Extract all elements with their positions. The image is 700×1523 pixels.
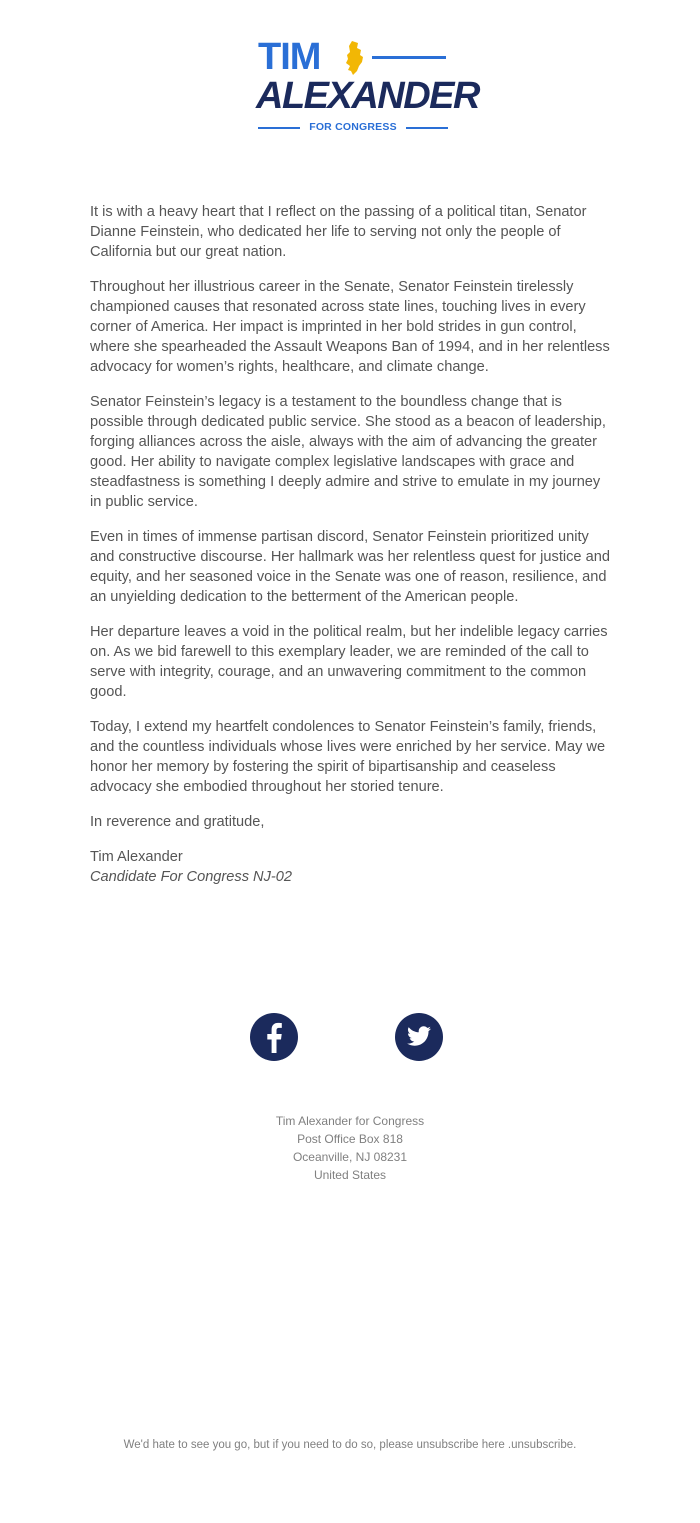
letter-paragraph: It is with a heavy heart that I reflect on the passing of a political titan, Senator Dianne Feinstein, who dedicated her life to serving not only the people of California but our great nation.	[90, 204, 587, 260]
logo-last-name: ALEXANDER	[256, 75, 479, 117]
new-jersey-state-icon	[344, 40, 364, 76]
logo-tagline-rule-right	[406, 127, 448, 129]
logo-rule	[372, 56, 446, 59]
letter-paragraph: Senator Feinstein’s legacy is a testament to the boundless change that is possible through dedicated public service. She stood as a beacon of leadership, forging alliances across the aisle, always with the aim of advancing the greater good. Her ability to navigate complex legislative landscapes with grace and steadfastness is something I deeply admire and strive to emulate in my journey in public service.	[90, 394, 606, 510]
unsubscribe-note[interactable]: We'd hate to see you go, but if you need to do so, please unsubscribe here .unsubscribe.	[123, 1439, 577, 1451]
address-line2: Oceanville, NJ 08231	[292, 1150, 408, 1164]
letter-paragraph: Her departure leaves a void in the political realm, but her indelible legacy carries on. As we bid farewell to this exemplary leader, we are reminded of the call to serve with integrity, courage, and an unwavering commitment to the common good.	[90, 624, 608, 700]
logo-tagline: FOR CONGRESS	[309, 121, 397, 133]
facebook-icon	[250, 1013, 298, 1061]
signature-name: Tim Alexander	[90, 849, 183, 865]
logo-first-name: TIM	[258, 36, 321, 78]
campaign-logo	[256, 36, 479, 138]
address-country: United States	[313, 1168, 387, 1182]
logo-tagline-row	[256, 120, 450, 134]
letter-paragraph: Today, I extend my heartfelt condolences to Senator Feinstein’s family, friends, and the countless individuals whose lives were enriched by her service. May we honor her memory by fostering the spirit of bipartisanship and ceaseless advocacy she embodied throughout her storied tenure.	[90, 719, 606, 795]
address-org: Tim Alexander for Congress	[275, 1114, 425, 1128]
letter-paragraph: Even in times of immense partisan discord, Senator Feinstein prioritized unity and constructive discourse. Her hallmark was her relentless quest for justice and equity, and her seasoned voice in the Senate was one of reason, resilience, and an unyielding dedication to the betterment of the American people.	[90, 529, 610, 605]
signature-title: Candidate For Congress NJ-02	[90, 869, 292, 885]
mailing-address	[0, 1112, 700, 1184]
twitter-icon	[395, 1013, 443, 1061]
letter-closing: In reverence and gratitude,	[90, 814, 265, 830]
twitter-link[interactable]	[395, 1013, 443, 1061]
facebook-link[interactable]	[250, 1013, 298, 1061]
letter-body	[90, 202, 614, 887]
address-line1: Post Office Box 818	[297, 1132, 403, 1146]
letter-paragraph: Throughout her illustrious career in the Senate, Senator Feinstein tirelessly championed causes that resonated across state lines, touching lives in every corner of America. Her impact is imprinted in her bold strides in gun control, where she spearheaded the Assault Weapons Ban of 1994, and in her relentless advocacy for women’s rights, healthcare, and climate change.	[90, 279, 610, 375]
